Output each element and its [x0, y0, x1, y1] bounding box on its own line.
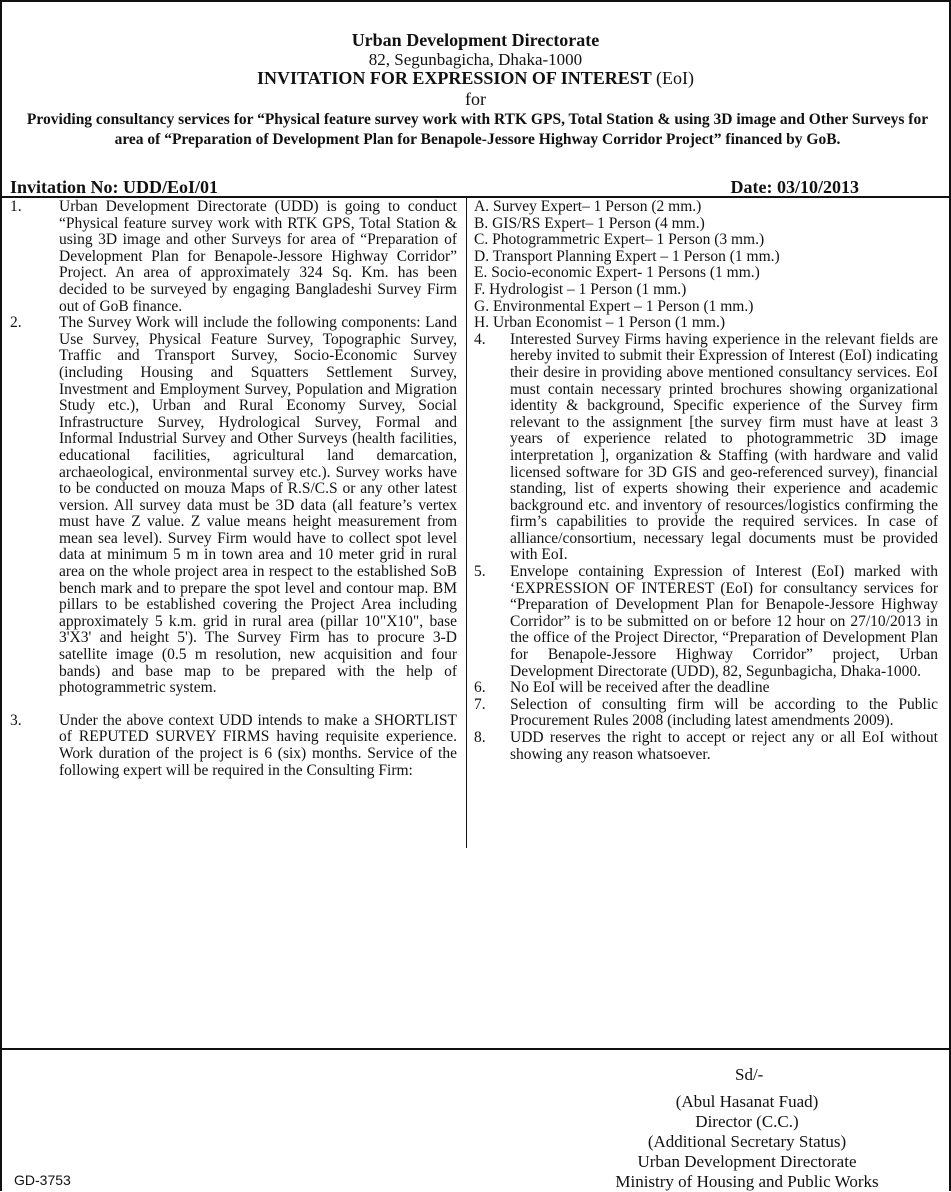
clause-text: Envelope containing Expression of Interest (EoI) marked with ‘EXPRESSION OF INTEREST (EoI) for consultancy services for “Preparation of Development Plan for Benapole-Jessore Highway Corridor” is to be submitted on or before 12 hour on 27/10/2013 in the office of the Project Director, “Preparation of Development Plan for Benapole-Jessore Highway Corridor” project, Urban Development Directorate (UDD), 82, Segunbagicha, Dhaka-1000. [510, 563, 938, 680]
clause-text: UDD reserves the right to accept or reject any or all EoI without showing any reason whatsoever. [510, 729, 938, 763]
gd-code: GD-3753 [14, 1172, 71, 1188]
clause-text: The Survey Work will include the following components: Land Use Survey, Physical Feature Survey, Topographic Survey, Traffic and Transport Survey, Socio-Economic Survey (including Housing and Squatters Settlement Survey, Investment and Employment Survey, Population and Migration Study etc.), Urban and Rural Economy Survey, Social Infrastructure Survey, Hydrological Survey, Formal and Informal Industrial Survey and Other Surveys (health facilities, educational facilities, agricultural land demarcation, archaeological, environmental survey etc.). Survey works have to be conducted on mouza Maps of R.S/C.S or any other latest version. All survey data must be 3D data (all feature’s vertex must have Z value. Z value means height measurement from mean sea level). Survey Firm would have to collect spot level data at minimum 5 m in town area and 10 meter grid in rural area on the whole project area in respect to the established SoB bench mark and to prepare the spot level and contour map. BM pillars to be established covering the Project Area including approximately 5 k.m. grid in rural area (pillar 10"X10", base 3'X3' and height 5'). The Survey Firm has to procure 3-D satellite image (0.5 m resolution, new acquisition and four bands) and base map to be prepared with the help of photogrammetric system. [59, 314, 457, 697]
clause-3 [10, 713, 457, 779]
clause-number: 1. [10, 198, 22, 215]
signatory-designation: Director (C.C.) [695, 1112, 799, 1131]
right-column [474, 199, 938, 763]
for-label: for [465, 89, 486, 109]
clause-number: 2. [10, 314, 22, 332]
invitation-title-text: INVITATION FOR EXPRESSION OF INTEREST [257, 68, 652, 88]
clause-6 [474, 680, 938, 697]
clause-4 [474, 332, 938, 564]
clause-text: Under the above context UDD intends to make a SHORTLIST of REPUTED SURVEY FIRMS having requisite experience. Work duration of the project is 6 (six) months. Service of the following expert will be required in the Consulting Firm: [59, 711, 457, 779]
clause-number: 4. [474, 330, 486, 348]
signatory-ministry: Ministry of Housing and Public Works [615, 1172, 879, 1191]
expert-item: F. Hydrologist – 1 Person (1 mm.) [474, 280, 687, 298]
clause-text: Urban Development Directorate (UDD) is going to conduct “Physical feature survey work with RTK GPS, Total Station & using 3D image and other Surveys for area of “Preparation of Development Plan for Benapole-Jessore Highway Corridor” Project. An area of approximately 324 Sq. Km. has been decided to be surveyed by engaging Bangladeshi Survey Firm out of GoB finance. [59, 198, 457, 315]
expert-item: C. Photogrammetric Expert– 1 Person (3 mm.) [474, 231, 765, 249]
clause-number: 7. [474, 695, 486, 713]
expert-item: A. Survey Expert– 1 Person (2 mm.) [474, 198, 702, 215]
clause-text: Interested Survey Firms having experience in the relevant fields are hereby invited to submit their Expression of Interest (EoI) indicating their desire in providing above mentioned consultancy services. EoI must contain necessary printed brochures showing organizational identity & background, Specific experience of the Survey firm relevant to the assignment [the survey firm must have at least 3 years of experience related to photogrammetric 3D image interpretation ], organization & Staffing (with hardware and valid licensed software for 3D GIS and geo-referenced survey), financial standing, list of experts showing their experience and academic background etc. and inventory of resources/logistics confirming the firm’s capabilities to provide the required services. In case of alliance/consortium, necessary legal documents must be provided with EoI. [510, 330, 938, 564]
clause-number: 5. [474, 563, 486, 581]
invitation-number: Invitation No: UDD/EoI/01 [10, 177, 219, 197]
invitation-abbr: (EoI) [655, 68, 694, 88]
bottom-divider [2, 1048, 949, 1050]
purpose-statement: Providing consultancy services for “Physical feature survey work with RTK GPS, Total Station & using 3D image and Other Surveys for area of “Preparation of Development Plan for Benapole-Jessore Highway Corridor Project” financed by GoB. [26, 111, 929, 148]
clause-7 [474, 697, 938, 730]
org-address: 82, Segunbagicha, Dhaka-1000 [368, 50, 583, 69]
spacer [10, 697, 457, 713]
expert-item: H. Urban Economist – 1 Person (1 mm.) [474, 314, 725, 332]
expert-item: B. GIS/RS Expert– 1 Person (4 mm.) [474, 214, 705, 232]
org-name: Urban Development Directorate [351, 30, 600, 50]
signatory-office: Urban Development Directorate [637, 1152, 857, 1171]
clause-text: Selection of consulting firm will be according to the Public Procurement Rules 2008 (including latest amendments 2009). [510, 695, 938, 730]
signatory-name: (Abul Hasanat Fuad) [675, 1092, 819, 1111]
clause-2 [10, 315, 457, 697]
clause-text: No EoI will be received after the deadline [510, 679, 770, 697]
expert-item: D. Transport Planning Expert – 1 Person (1 mm.) [474, 247, 780, 265]
expert-item: E. Socio-economic Expert- 1 Persons (1 mm.) [474, 264, 760, 282]
clause-8 [474, 730, 938, 763]
expert-list [474, 199, 938, 332]
invitation-title [2, 68, 949, 89]
column-divider [466, 198, 467, 848]
clause-5 [474, 564, 938, 680]
signature-mark: Sd/- [735, 1065, 764, 1084]
left-column [10, 199, 457, 779]
clause-number: 8. [474, 729, 486, 746]
signatory-status: (Additional Secretary Status) [647, 1132, 847, 1151]
clause-number: 3. [10, 711, 22, 729]
clause-1 [10, 199, 457, 315]
notice-date: Date: 03/10/2013 [730, 177, 859, 197]
clause-number: 6. [474, 679, 486, 697]
expert-item: G. Environmental Expert – 1 Person (1 mm.) [474, 297, 754, 315]
